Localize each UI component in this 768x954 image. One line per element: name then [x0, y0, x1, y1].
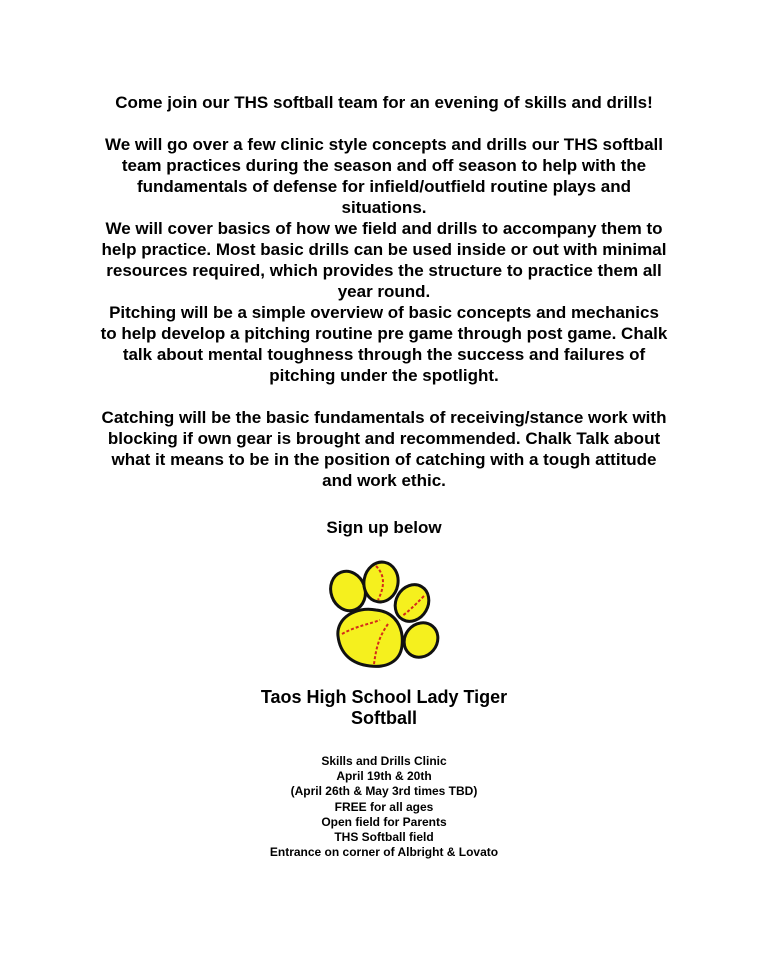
text-line: help practice. Most basic drills can be used inside or out with minimal [101, 240, 667, 259]
title-line: Taos High School Lady Tiger [260, 687, 508, 707]
text-line: resources required, which provides the structure to practice them all [106, 261, 662, 280]
text-line: year round. [337, 282, 431, 301]
text-line: fundamentals of defense for infield/outfield routine plays and [137, 177, 631, 196]
detail-line: FREE for all ages [334, 799, 434, 814]
text-line: pitching under the spotlight. [269, 366, 499, 385]
text-line: Catching will be the basic fundamentals of receiving/stance work with [101, 408, 667, 427]
detail-line: April 19th & 20th [336, 769, 432, 784]
text-line: Pitching will be a simple overview of basic concepts and mechanics [109, 303, 659, 322]
description-paragraph [0, 134, 768, 386]
catching-paragraph [0, 407, 768, 491]
detail-line: (April 26th & May 3rd times TBD) [290, 784, 478, 799]
event-title [0, 687, 768, 729]
text-line: to help develop a pitching routine pre game through post game. Chalk [100, 324, 668, 343]
text-line: blocking if own gear is brought and recommended. Chalk Talk about [107, 429, 661, 448]
event-details [0, 754, 768, 860]
softball-paw-logo [326, 558, 442, 672]
intro-text: Come join our THS softball team for an evening of skills and drills! [115, 93, 653, 112]
detail-line: Skills and Drills Clinic [321, 754, 447, 768]
signup-text: Sign up below [326, 518, 442, 537]
text-line: team practices during the season and off season to help with the [121, 156, 647, 175]
detail-line: THS Softball field [334, 830, 434, 845]
detail-line: Entrance on corner of Albright & Lovato [269, 845, 499, 860]
text-line: We will go over a few clinic style concepts and drills our THS softball [105, 135, 663, 154]
text-line: what it means to be in the position of catching with a tough attitude [111, 450, 657, 469]
detail-line: Open field for Parents [321, 814, 447, 829]
text-line: and work ethic. [322, 471, 446, 490]
text-line: talk about mental toughness through the success and failures of [122, 345, 646, 364]
title-line: Softball [351, 708, 417, 728]
text-line: We will cover basics of how we field and drills to accompany them to [105, 219, 663, 238]
text-line: situations. [341, 198, 427, 217]
